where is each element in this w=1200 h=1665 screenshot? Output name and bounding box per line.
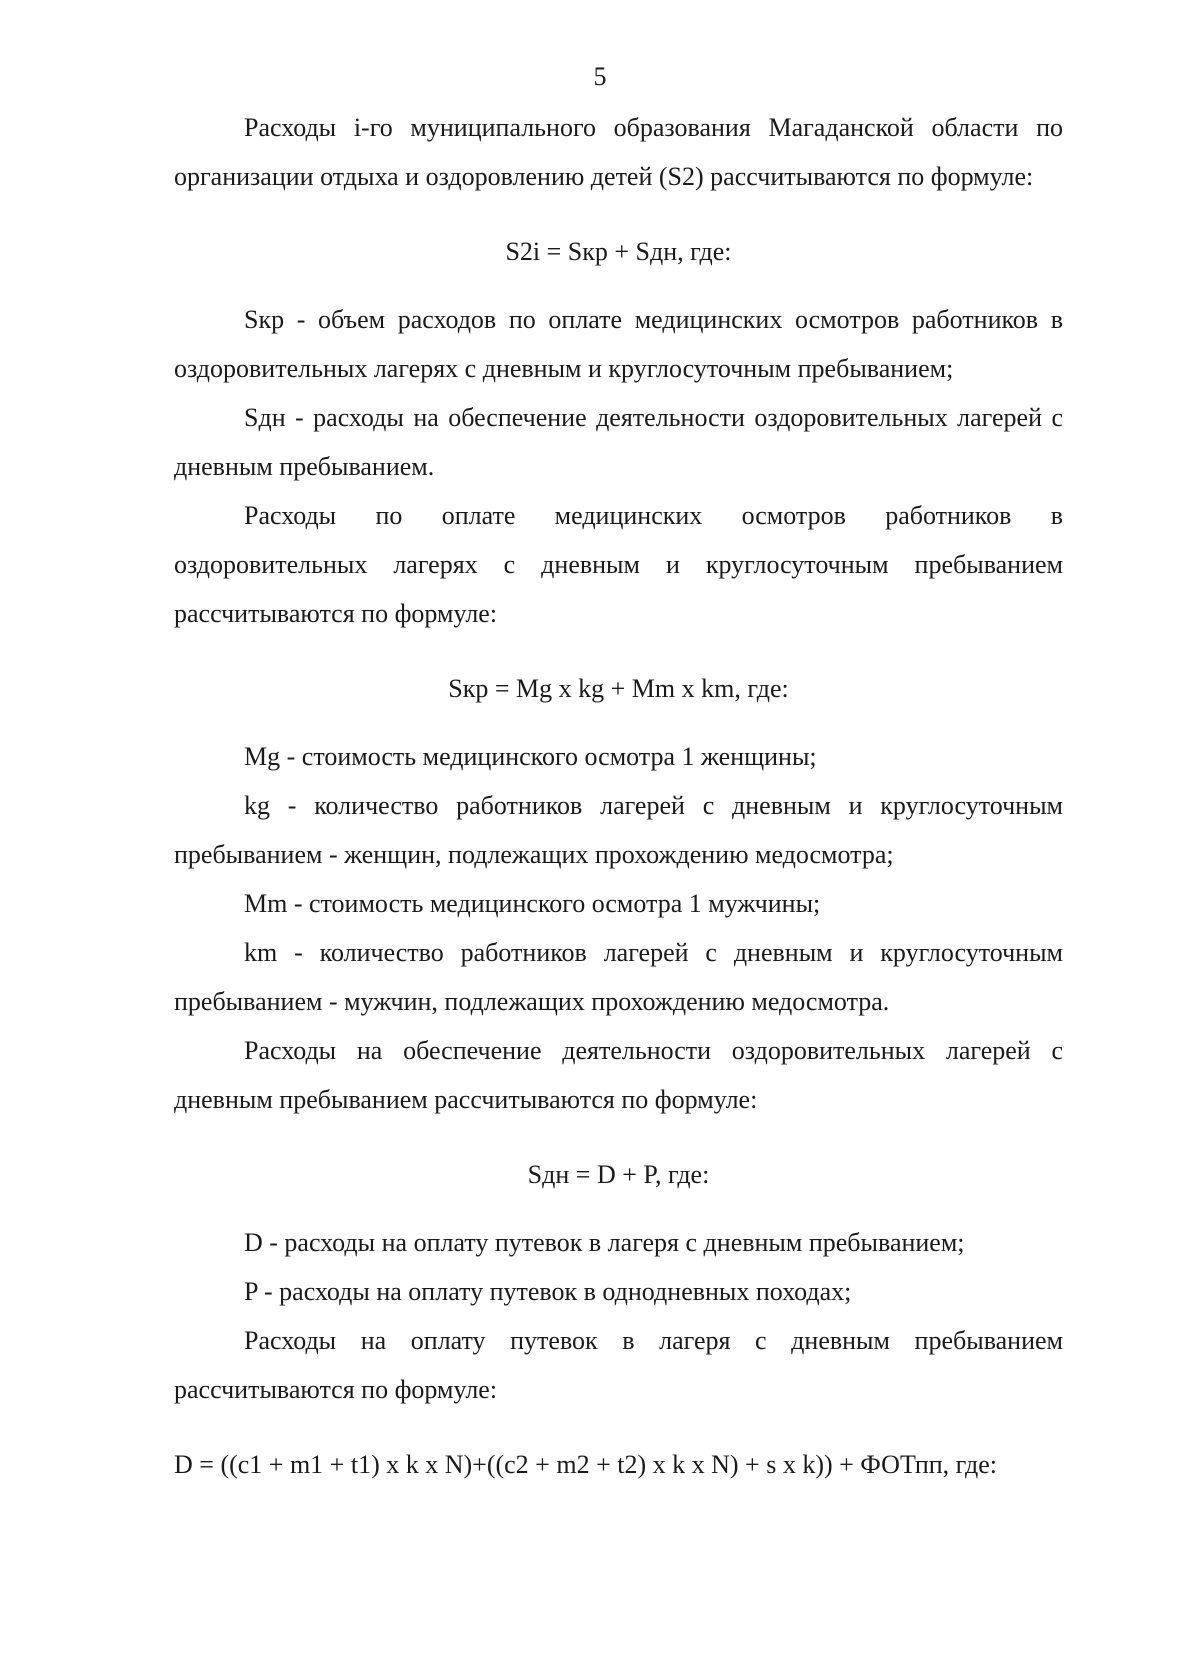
page-number: 5	[593, 62, 607, 91]
formula-d: D = ((c1 + m1 + t1) x k x N)+((c2 + m2 + t2) x k x N) + s x k)) + ФОТпп, где:	[174, 1450, 998, 1479]
paragraph-kg-definition: kg - количество работников лагерей с дневным и круглосуточным пребыванием - женщин, подлежащих прохождению медосмотра;	[174, 791, 1063, 869]
paragraph-mm-definition: Mm - стоимость медицинского осмотра 1 мужчины;	[244, 889, 821, 918]
paragraph-skr-definition: Sкр - объем расходов по оплате медицинских осмотров работников в оздоровительных лагерях с дневным и круглосуточным пребыванием;	[174, 305, 1063, 383]
paragraph-sdn-definition: Sдн - расходы на обеспечение деятельности оздоровительных лагерей с дневным пребыванием.	[174, 403, 1063, 481]
paragraph-d-definition: D - расходы на оплату путевок в лагеря с дневным пребыванием;	[244, 1228, 965, 1257]
paragraph-skr-intro: Расходы по оплате медицинских осмотров работников в оздоровительных лагерях с дневным и круглосуточным пребыванием рассчитываются по формуле:	[174, 501, 1063, 628]
formula-sdn: Sдн = D + P, где:	[527, 1160, 710, 1189]
paragraph-km-definition: km - количество работников лагерей с дневным и круглосуточным пребыванием - мужчин, подлежащих прохождению медосмотра.	[174, 938, 1063, 1016]
document-body	[174, 103, 1063, 1489]
paragraph-mg-definition: Mg - стоимость медицинского осмотра 1 женщины;	[244, 742, 817, 771]
paragraph-d-intro: Расходы на оплату путевок в лагеря с дневным пребыванием рассчитываются по формуле:	[174, 1326, 1063, 1404]
paragraph-sdn-intro: Расходы на обеспечение деятельности оздоровительных лагерей с дневным пребыванием рассчитываются по формуле:	[174, 1036, 1063, 1114]
paragraph-s2-intro: Расходы i-го муниципального образования Магаданской области по организации отдыха и оздоровлению детей (S2) рассчитываются по формуле:	[174, 113, 1063, 191]
paragraph-p-definition: P - расходы на оплату путевок в однодневных походах;	[244, 1277, 852, 1306]
formula-s2i: S2i = Sкр + Sдн, где:	[505, 237, 732, 266]
formula-skr: Sкр = Mg x kg + Mm x km, где:	[448, 674, 789, 703]
